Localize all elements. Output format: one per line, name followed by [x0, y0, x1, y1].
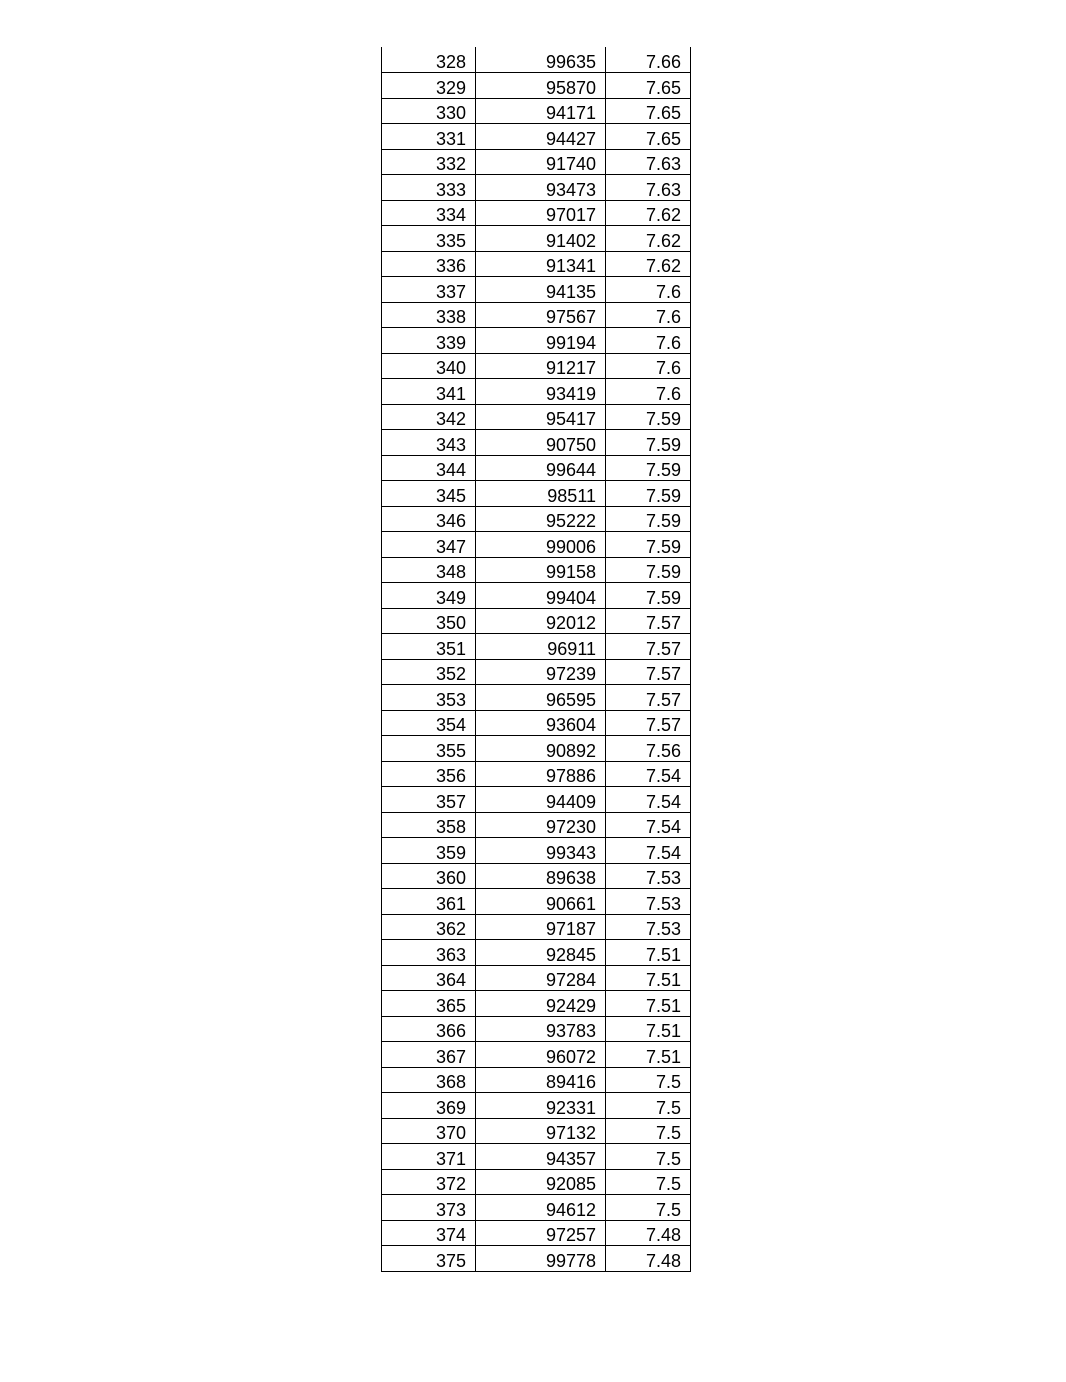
score-cell: 7.65 — [606, 73, 691, 99]
score-cell: 7.51 — [606, 991, 691, 1017]
score-cell: 7.57 — [606, 710, 691, 736]
id-cell: 95417 — [476, 404, 606, 430]
table-row — [382, 838, 691, 864]
score-cell: 7.54 — [606, 838, 691, 864]
table-row — [382, 226, 691, 252]
rank-cell: 332 — [382, 149, 476, 175]
id-cell: 94357 — [476, 1144, 606, 1170]
id-cell: 94612 — [476, 1195, 606, 1221]
rank-cell: 368 — [382, 1067, 476, 1093]
id-cell: 91217 — [476, 353, 606, 379]
table-row — [382, 1246, 691, 1272]
table-row — [382, 1042, 691, 1068]
table-row — [382, 1220, 691, 1246]
table-row — [382, 889, 691, 915]
score-cell: 7.5 — [606, 1067, 691, 1093]
rank-cell: 329 — [382, 73, 476, 99]
rank-cell: 372 — [382, 1169, 476, 1195]
rank-cell: 366 — [382, 1016, 476, 1042]
rank-cell: 331 — [382, 124, 476, 150]
rank-cell: 340 — [382, 353, 476, 379]
rank-cell: 335 — [382, 226, 476, 252]
rank-cell: 374 — [382, 1220, 476, 1246]
table-row — [382, 1169, 691, 1195]
rank-cell: 337 — [382, 277, 476, 303]
id-cell: 91740 — [476, 149, 606, 175]
id-cell: 92331 — [476, 1093, 606, 1119]
rank-cell: 350 — [382, 608, 476, 634]
table-body — [382, 47, 691, 1271]
id-cell: 96595 — [476, 685, 606, 711]
score-cell: 7.62 — [606, 226, 691, 252]
rank-cell: 342 — [382, 404, 476, 430]
id-cell: 99006 — [476, 532, 606, 558]
rank-cell: 363 — [382, 940, 476, 966]
table-row — [382, 583, 691, 609]
table-row — [382, 73, 691, 99]
rank-cell: 373 — [382, 1195, 476, 1221]
score-cell: 7.53 — [606, 914, 691, 940]
rank-cell: 349 — [382, 583, 476, 609]
table-row — [382, 710, 691, 736]
rank-cell: 328 — [382, 47, 476, 73]
id-cell: 99404 — [476, 583, 606, 609]
score-cell: 7.53 — [606, 863, 691, 889]
id-cell: 92845 — [476, 940, 606, 966]
score-cell: 7.48 — [606, 1246, 691, 1272]
score-cell: 7.62 — [606, 200, 691, 226]
id-cell: 92012 — [476, 608, 606, 634]
score-cell: 7.5 — [606, 1195, 691, 1221]
table-row — [382, 1144, 691, 1170]
id-cell: 97567 — [476, 302, 606, 328]
score-cell: 7.6 — [606, 277, 691, 303]
id-cell: 97187 — [476, 914, 606, 940]
score-cell: 7.62 — [606, 251, 691, 277]
id-cell: 94171 — [476, 98, 606, 124]
rank-cell: 346 — [382, 506, 476, 532]
score-cell: 7.48 — [606, 1220, 691, 1246]
id-cell: 92429 — [476, 991, 606, 1017]
score-cell: 7.59 — [606, 404, 691, 430]
rank-cell: 354 — [382, 710, 476, 736]
table-row — [382, 1118, 691, 1144]
rank-cell: 371 — [382, 1144, 476, 1170]
id-cell: 97239 — [476, 659, 606, 685]
score-cell: 7.57 — [606, 659, 691, 685]
score-cell: 7.63 — [606, 149, 691, 175]
table-row — [382, 736, 691, 762]
table-row — [382, 532, 691, 558]
score-cell: 7.51 — [606, 1042, 691, 1068]
rank-cell: 370 — [382, 1118, 476, 1144]
score-cell: 7.51 — [606, 965, 691, 991]
id-cell: 99194 — [476, 328, 606, 354]
rank-cell: 339 — [382, 328, 476, 354]
rank-cell: 341 — [382, 379, 476, 405]
table-row — [382, 1067, 691, 1093]
score-cell: 7.59 — [606, 455, 691, 481]
id-cell: 97284 — [476, 965, 606, 991]
id-cell: 97230 — [476, 812, 606, 838]
rank-cell: 367 — [382, 1042, 476, 1068]
score-cell: 7.5 — [606, 1169, 691, 1195]
rank-cell: 355 — [382, 736, 476, 762]
table-row — [382, 302, 691, 328]
table-row — [382, 200, 691, 226]
rank-cell: 344 — [382, 455, 476, 481]
table-row — [382, 1093, 691, 1119]
id-cell: 97886 — [476, 761, 606, 787]
table-row — [382, 634, 691, 660]
score-cell: 7.6 — [606, 379, 691, 405]
id-cell: 90750 — [476, 430, 606, 456]
score-cell: 7.57 — [606, 685, 691, 711]
table-row — [382, 353, 691, 379]
id-cell: 95870 — [476, 73, 606, 99]
table-row — [382, 430, 691, 456]
table-row — [382, 608, 691, 634]
rank-cell: 334 — [382, 200, 476, 226]
id-cell: 97017 — [476, 200, 606, 226]
rank-cell: 345 — [382, 481, 476, 507]
rank-cell: 364 — [382, 965, 476, 991]
rank-cell: 338 — [382, 302, 476, 328]
table-row — [382, 124, 691, 150]
id-cell: 99778 — [476, 1246, 606, 1272]
id-cell: 98511 — [476, 481, 606, 507]
rank-cell: 361 — [382, 889, 476, 915]
table-row — [382, 940, 691, 966]
score-cell: 7.54 — [606, 812, 691, 838]
score-cell: 7.56 — [606, 736, 691, 762]
table-row — [382, 557, 691, 583]
id-cell: 94409 — [476, 787, 606, 813]
rank-cell: 356 — [382, 761, 476, 787]
score-cell: 7.63 — [606, 175, 691, 201]
table-row — [382, 863, 691, 889]
score-cell: 7.59 — [606, 532, 691, 558]
id-cell: 93419 — [476, 379, 606, 405]
score-cell: 7.5 — [606, 1118, 691, 1144]
id-cell: 93604 — [476, 710, 606, 736]
id-cell: 99343 — [476, 838, 606, 864]
rank-cell: 333 — [382, 175, 476, 201]
id-cell: 90892 — [476, 736, 606, 762]
rank-cell: 352 — [382, 659, 476, 685]
score-cell: 7.54 — [606, 761, 691, 787]
id-cell: 90661 — [476, 889, 606, 915]
id-cell: 95222 — [476, 506, 606, 532]
id-cell: 94135 — [476, 277, 606, 303]
table-row — [382, 991, 691, 1017]
id-cell: 99635 — [476, 47, 606, 73]
id-cell: 91402 — [476, 226, 606, 252]
score-cell: 7.5 — [606, 1144, 691, 1170]
score-cell: 7.57 — [606, 608, 691, 634]
id-cell: 89416 — [476, 1067, 606, 1093]
score-cell: 7.51 — [606, 1016, 691, 1042]
table-row — [382, 251, 691, 277]
table-row — [382, 812, 691, 838]
score-cell: 7.6 — [606, 353, 691, 379]
table-row — [382, 659, 691, 685]
id-cell: 96911 — [476, 634, 606, 660]
id-cell: 93473 — [476, 175, 606, 201]
score-cell: 7.53 — [606, 889, 691, 915]
rank-cell: 348 — [382, 557, 476, 583]
score-cell: 7.5 — [606, 1093, 691, 1119]
table-row — [382, 175, 691, 201]
rank-cell: 360 — [382, 863, 476, 889]
rank-cell: 375 — [382, 1246, 476, 1272]
table-row — [382, 1016, 691, 1042]
table-row — [382, 455, 691, 481]
table-row — [382, 98, 691, 124]
id-cell: 97257 — [476, 1220, 606, 1246]
rank-cell: 365 — [382, 991, 476, 1017]
table-row — [382, 787, 691, 813]
rank-cell: 347 — [382, 532, 476, 558]
score-cell: 7.6 — [606, 328, 691, 354]
score-cell: 7.59 — [606, 583, 691, 609]
data-table — [381, 47, 691, 1272]
score-cell: 7.59 — [606, 557, 691, 583]
table-row — [382, 1195, 691, 1221]
table-row — [382, 685, 691, 711]
id-cell: 99158 — [476, 557, 606, 583]
score-cell: 7.59 — [606, 430, 691, 456]
rank-cell: 369 — [382, 1093, 476, 1119]
id-cell: 97132 — [476, 1118, 606, 1144]
rank-cell: 362 — [382, 914, 476, 940]
rank-cell: 353 — [382, 685, 476, 711]
table-row — [382, 149, 691, 175]
table-row — [382, 965, 691, 991]
score-cell: 7.51 — [606, 940, 691, 966]
table-row — [382, 277, 691, 303]
rank-cell: 336 — [382, 251, 476, 277]
score-cell: 7.59 — [606, 481, 691, 507]
id-cell: 94427 — [476, 124, 606, 150]
id-cell: 93783 — [476, 1016, 606, 1042]
id-cell: 96072 — [476, 1042, 606, 1068]
score-cell: 7.59 — [606, 506, 691, 532]
score-cell: 7.66 — [606, 47, 691, 73]
id-cell: 89638 — [476, 863, 606, 889]
score-cell: 7.65 — [606, 98, 691, 124]
score-cell: 7.57 — [606, 634, 691, 660]
table-row — [382, 506, 691, 532]
table-row — [382, 761, 691, 787]
id-cell: 91341 — [476, 251, 606, 277]
table-row — [382, 914, 691, 940]
rank-cell: 359 — [382, 838, 476, 864]
rank-cell: 351 — [382, 634, 476, 660]
rank-cell: 330 — [382, 98, 476, 124]
table-row — [382, 47, 691, 73]
table-row — [382, 328, 691, 354]
id-cell: 92085 — [476, 1169, 606, 1195]
id-cell: 99644 — [476, 455, 606, 481]
score-cell: 7.54 — [606, 787, 691, 813]
table-row — [382, 379, 691, 405]
rank-cell: 358 — [382, 812, 476, 838]
score-cell: 7.6 — [606, 302, 691, 328]
score-cell: 7.65 — [606, 124, 691, 150]
rank-cell: 343 — [382, 430, 476, 456]
rank-cell: 357 — [382, 787, 476, 813]
table-row — [382, 481, 691, 507]
table-row — [382, 404, 691, 430]
